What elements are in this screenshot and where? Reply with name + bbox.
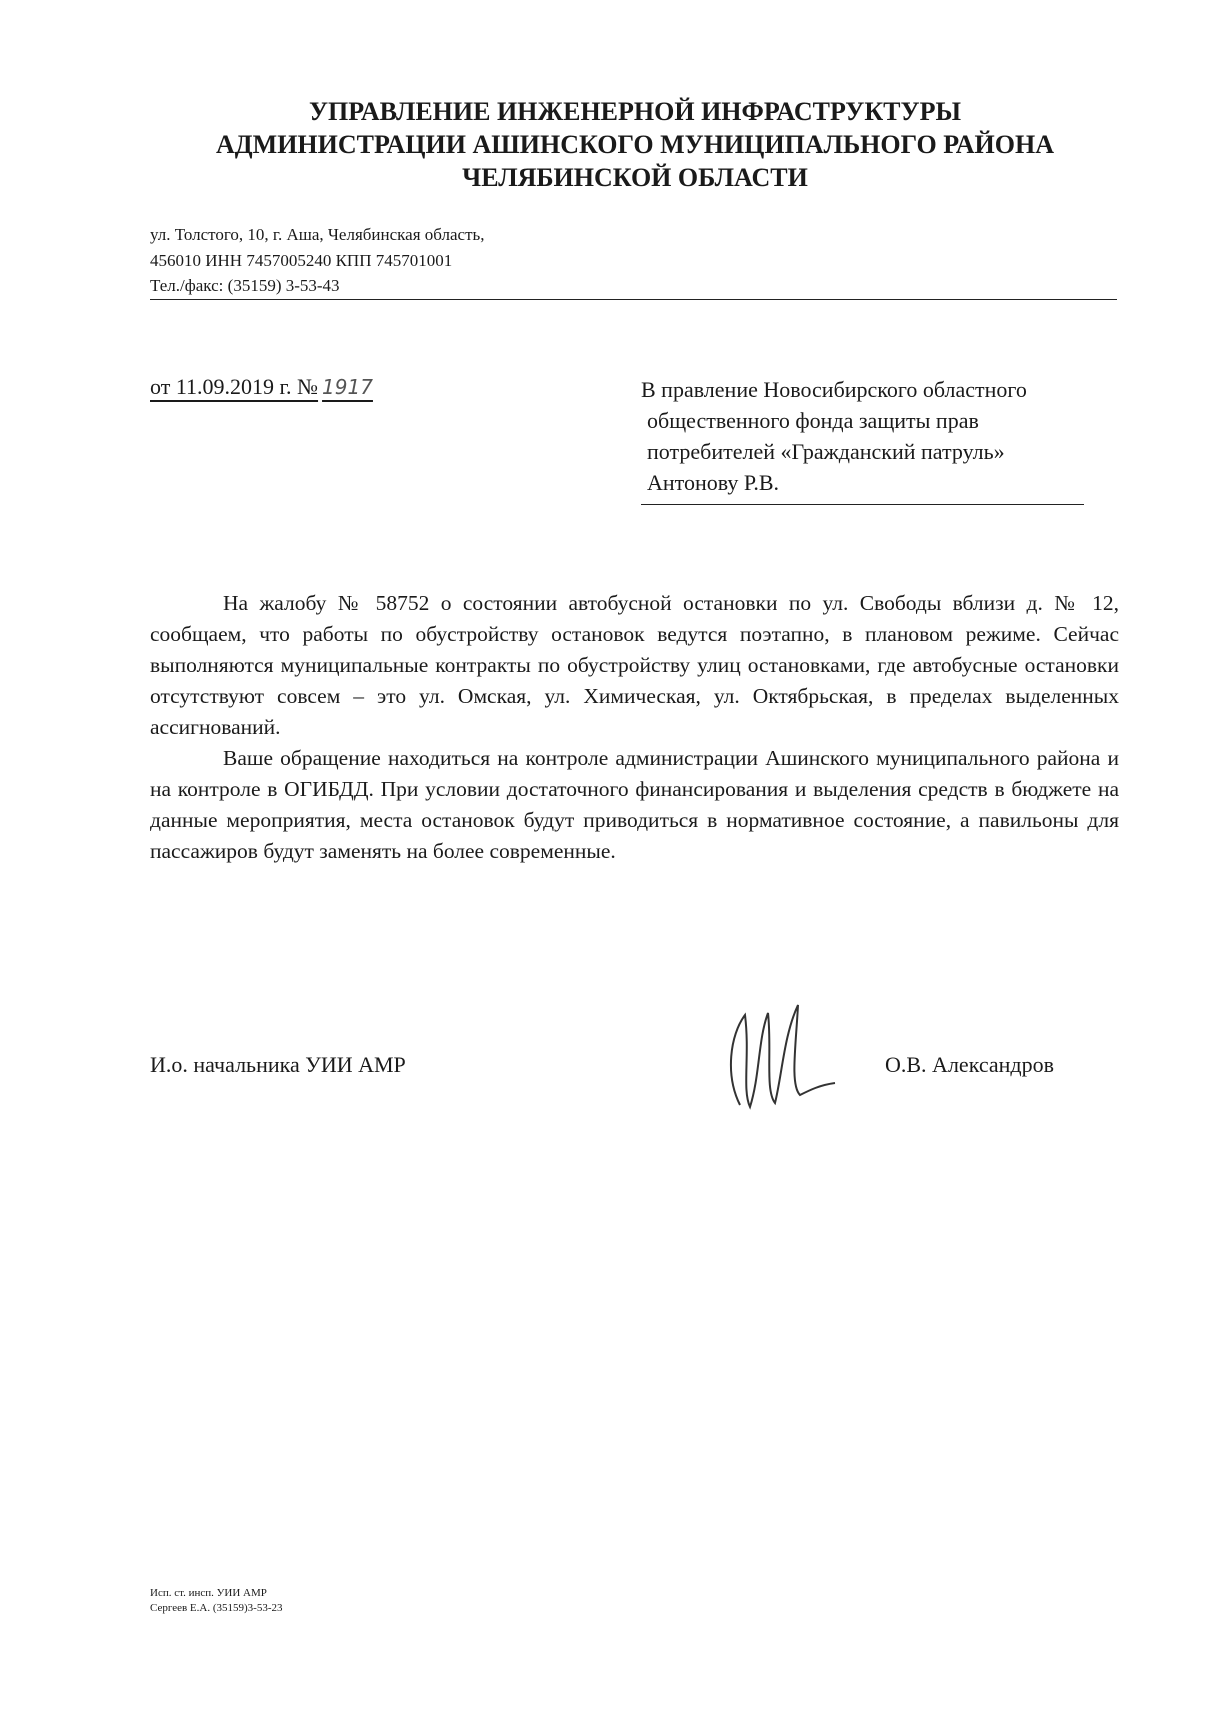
letter-body (150, 588, 1119, 867)
organization-address (150, 222, 485, 299)
header-line: ЧЕЛЯБИНСКОЙ ОБЛАСТИ (462, 163, 808, 192)
address-line: ул. Толстого, 10, г. Аша, Челябинская область, (150, 225, 485, 244)
organization-header (0, 95, 1205, 194)
date-label: от 11.09.2019 г. № (150, 374, 319, 399)
signatory-name: О.В. Александров (885, 1052, 1054, 1077)
body-paragraph: Ваше обращение находиться на контроле администрации Ашинского муниципального района и на контроле в ОГИБДД. При условии достаточного финансирования и выделения средств в бюджете на данные мероприятия, места остановок будут приводиться в нормативное состояние, а павильоны для пассажиров будут заменять на более современные. (150, 746, 1119, 863)
addressee-block (641, 374, 1027, 498)
header-line: АДМИНИСТРАЦИИ АШИНСКОГО МУНИЦИПАЛЬНОГО РАЙОНА (215, 130, 1055, 159)
footer-line: Исп. ст. инсп. УИИ АМР (150, 1587, 267, 1599)
footer-line: Сергеев Е.А. (35159)3-53-23 (150, 1602, 283, 1614)
signatory-position: И.о. начальника УИИ АМР (150, 1052, 406, 1077)
addressee-line: общественного фонда защиты прав (647, 408, 979, 433)
letter-date (150, 374, 373, 400)
address-line: 456010 ИНН 7457005240 КПП 745701001 (150, 250, 453, 270)
addressee-line: потребителей «Гражданский патруль» (647, 439, 1005, 464)
body-paragraph: На жалобу № 58752 о состоянии автобусной остановки по ул. Свободы вблизи д. № 12, сообщаем, что работы по обустройству остановок ведутся поэтапно, в плановом режиме. Сейчас выполняются муниципальные контракты по обустройству улиц остановками, где автобусные остановки отсутствуют совсем – это ул. Омская, ул. Химическая, ул. Октябрьская, в пределах выделенных ассигнований. (150, 591, 1119, 739)
handwritten-signature (720, 995, 840, 1120)
executor-footer (150, 1586, 283, 1616)
addressee-underline (641, 504, 1084, 505)
header-line: УПРАВЛЕНИЕ ИНЖЕНЕРНОЙ ИНФРАСТРУКТУРЫ (308, 97, 962, 126)
addressee-line: В правление Новосибирского областного (641, 377, 1027, 402)
addressee-line: Антонову Р.В. (647, 470, 780, 495)
address-line: Тел./факс: (35159) 3-53-43 (150, 276, 340, 295)
letter-number: 1917 (322, 375, 373, 399)
header-divider (150, 299, 1117, 300)
